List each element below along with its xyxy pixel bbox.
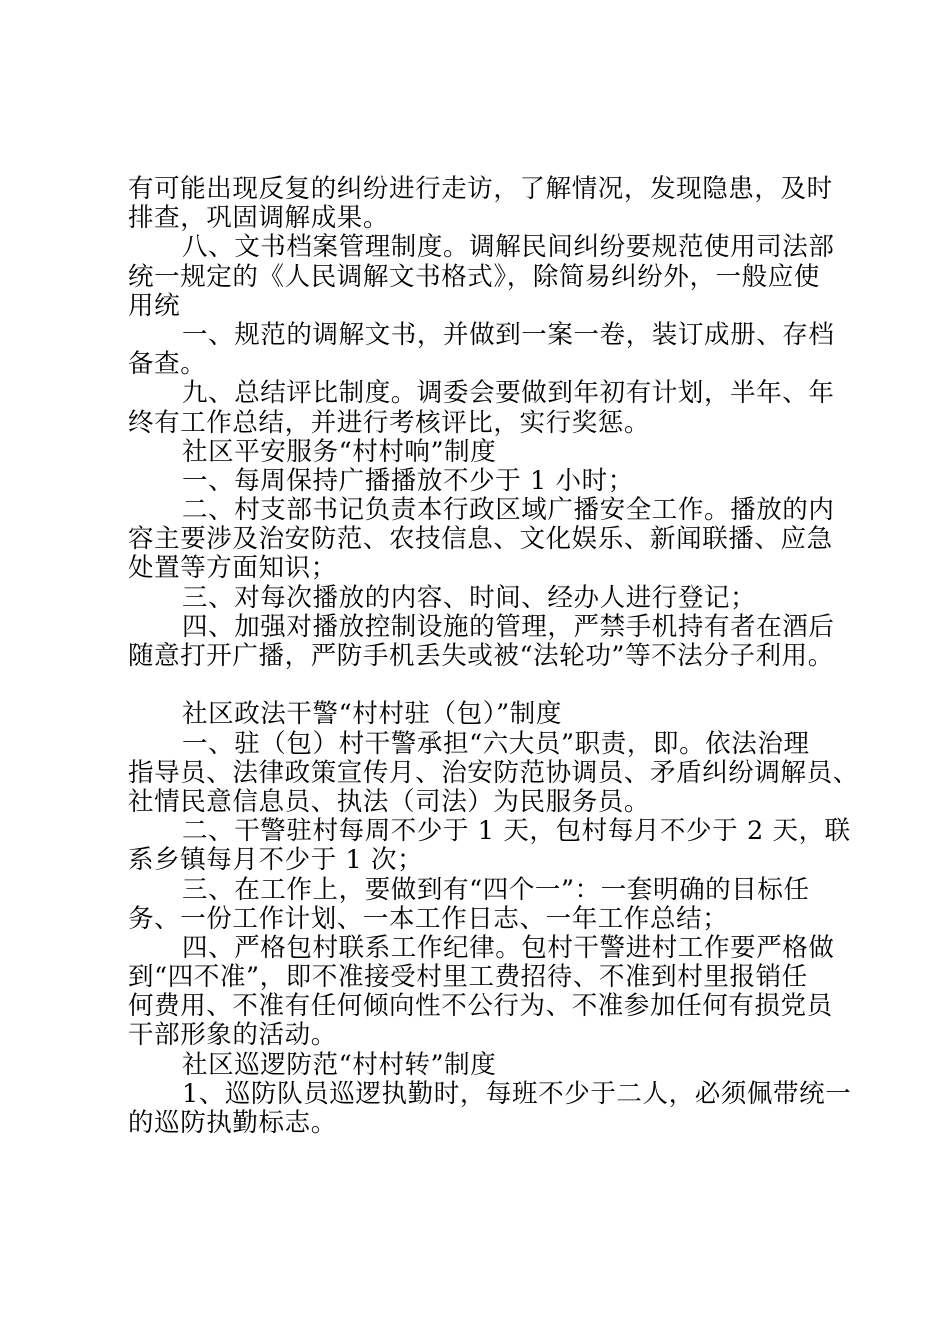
section-heading: 八、文书档案管理制度。调解民间纠纷要规范使用司法部 [182,232,835,263]
list-item: 四、严格包村联系工作纪律。包村干警进村工作要严格做 [182,932,835,963]
section-heading: 九、总结评比制度。调委会要做到年初有计划，半年、年 [182,378,835,409]
text-line: 系乡镇每月不少于 1 次； [128,845,424,876]
text-line: 终有工作总结，并进行考核评比，实行奖惩。 [128,407,651,438]
section-title: 社区政法干警“村村驻（包）”制度 [182,699,562,730]
document-body [128,174,859,1138]
text-line: 一、规范的调解文书，并做到一案一卷，装订成册、存档 [182,319,835,350]
text-line: 统一规定的《人民调解文书格式》，除简易纠纷外，一般应使 [128,261,820,292]
text-line: 随意打开广播，严防手机丢失或被“法轮功”等不法分子利用。 [128,641,834,671]
list-item: 二、村支部书记负责本行政区域广播安全工作。播放的内 [182,495,835,526]
text-line: 干部形象的活动。 [128,1020,337,1051]
text-line: 备查。 [128,349,207,380]
section-title: 社区巡逻防范“村村转”制度 [182,1049,497,1080]
text-line: 排查，巩固调解成果。 [128,203,390,234]
list-item: 1、巡防队员巡逻执勤时，每班不少于二人，必须佩带统一 [182,1078,852,1109]
text-line: 务、一份工作计划、一本工作日志、一年工作总结； [128,903,729,934]
text-line: 处置等方面知识； [128,553,337,584]
text-line: 指导员、法律政策宣传月、治安防范协调员、矛盾纠纷调解员、 [128,757,859,788]
text-line: 用统 [128,290,181,321]
list-item: 三、对每次播放的内容、时间、经办人进行登记； [182,582,757,613]
text-line: 何费用、不准有任何倾向性不公行为、不准参加任何有损党员 [128,991,833,1022]
text-line: 有可能出现反复的纠纷进行走访，了解情况，发现隐患，及时 [128,174,833,204]
text-line: 社情民意信息员、执法（司法）为民服务员。 [128,786,651,817]
text-line: 容主要涉及治安防范、农技信息、文化娱乐、新闻联播、应急 [128,524,833,555]
blank-line [128,671,848,700]
list-item: 四、加强对播放控制设施的管理，严禁手机持有者在酒后 [182,611,835,642]
list-item: 一、每周保持广播播放不少于 1 小时； [182,465,634,496]
text-line: 到“四不准”，即不准接受村里工费招待、不准到村里报销任 [128,962,808,993]
text-line: 的巡防执勤标志。 [128,1108,337,1138]
section-title: 社区平安服务“村村响”制度 [182,436,497,467]
list-item: 三、在工作上，要做到有“四个一”：一套明确的目标任 [182,874,810,905]
list-item: 二、干警驻村每周不少于 1 天，包村每月不少于 2 天，联 [182,816,851,847]
list-item: 一、驻（包）村干警承担“六大员”职责，即。依法治理 [182,728,810,759]
